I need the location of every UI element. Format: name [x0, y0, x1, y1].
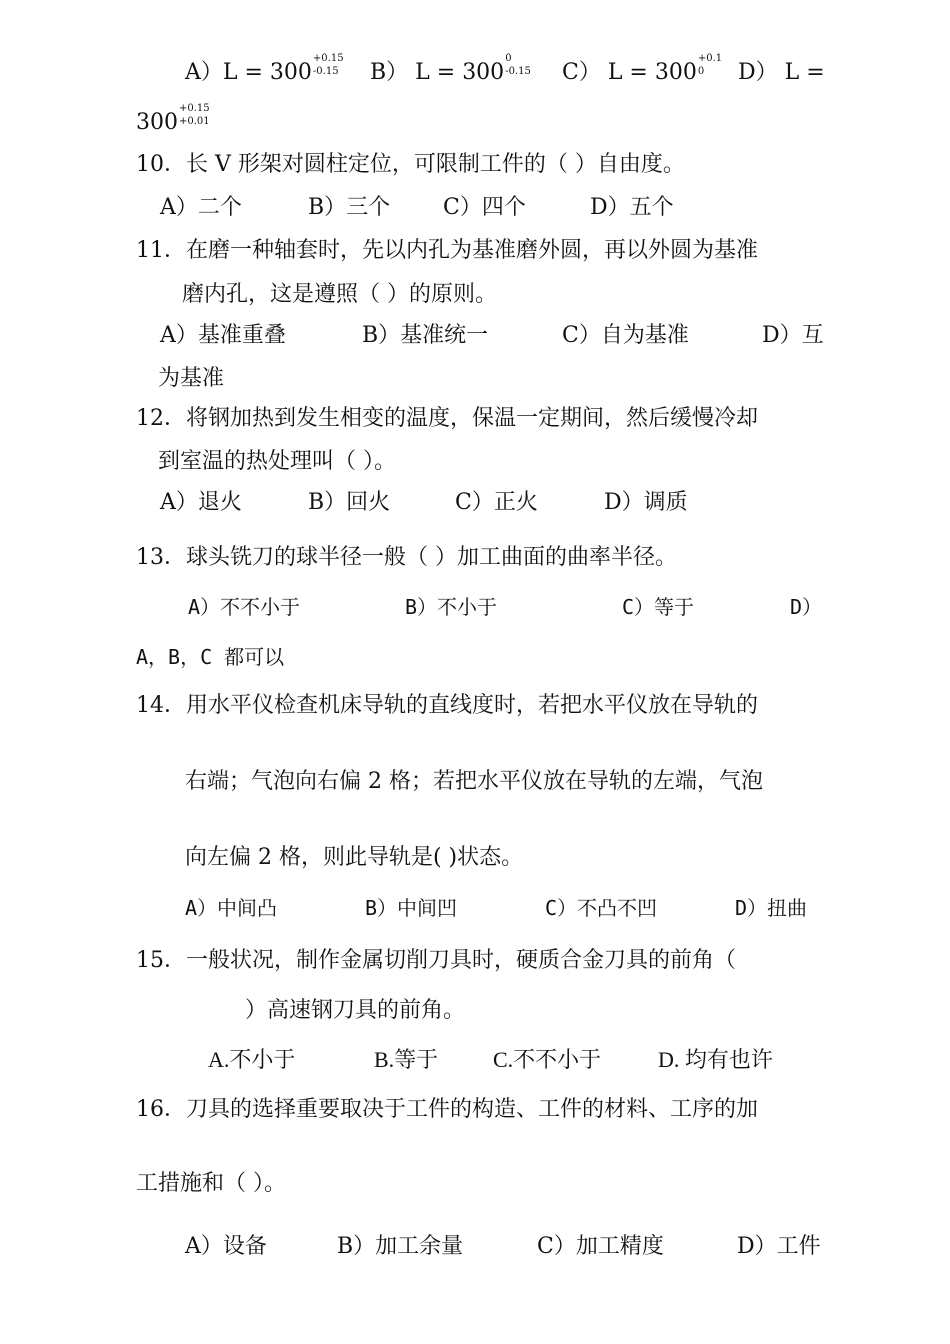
q16-option-a: A）设备	[185, 1234, 267, 1259]
q10-option-a: A）二个	[160, 195, 242, 220]
q10-option-d: D）五个	[590, 195, 674, 220]
q15-option-c: C.不不小于	[493, 1047, 602, 1072]
q9-option-d-tolerance: +0.15 +0.01	[179, 103, 210, 127]
q9-option-c	[562, 53, 731, 85]
q13-option-d-continuation: A，B，C 都可以	[136, 645, 285, 669]
q14-stem-line2: 右端；气泡向右偏 2 格；若把水平仪放在导轨的左端，气泡	[185, 769, 763, 794]
q16-stem-line2: 工措施和（ ）。	[136, 1171, 286, 1196]
q10-stem: 10．长 V 形架对圆柱定位，可限制工件的（ ）自由度。	[136, 152, 685, 177]
q9-option-a-tolerance: +0.15 -0.15	[312, 53, 344, 77]
q11-option-b: B）基准统一	[362, 323, 489, 348]
q11-option-c: C）自为基准	[562, 323, 689, 348]
q12-option-d: D）调质	[604, 490, 688, 515]
q14-option-c: C）不凸不凹	[545, 896, 658, 920]
q13-stem: 13．球头铣刀的球半径一般（ ）加工曲面的曲率半径。	[136, 545, 677, 570]
q11-option-a: A）基准重叠	[160, 323, 286, 348]
q14-stem-line3: 向左偏 2 格，则此导轨是( )状态。	[185, 845, 524, 870]
q15-stem-line1: 15．一般状况，制作金属切削刀具时，硬质合金刀具的前角（	[136, 948, 736, 973]
q16-option-b: B）加工余量	[337, 1234, 464, 1259]
q12-stem-line2: 到室温的热处理叫（ ）。	[158, 449, 396, 474]
q13-option-c: C）等于	[622, 595, 695, 619]
q12-option-c: C）正火	[455, 490, 538, 515]
q11-stem-line1: 11．在磨一种轴套时，先以内孔为基准磨外圆，再以外圆为基准	[136, 238, 758, 263]
q9-option-b	[370, 53, 538, 85]
q9-option-c-label: C） L = 300	[562, 60, 697, 85]
q16-stem-line1: 16．刀具的选择重要取决于工件的构造、工件的材料、工序的加	[136, 1097, 758, 1122]
q12-option-b: B）回火	[308, 490, 391, 515]
q9-option-b-label: B） L = 300	[370, 60, 505, 85]
q16-option-d: D）工件	[737, 1234, 821, 1259]
q11-option-d-continuation: 为基准	[158, 366, 225, 391]
q9-option-b-tolerance: 0 -0.15	[505, 53, 531, 77]
q9-option-a-label: A）L = 300	[185, 60, 312, 85]
q14-stem-line1: 14．用水平仪检查机床导轨的直线度时，若把水平仪放在导轨的	[136, 693, 758, 718]
q12-stem-line1: 12．将钢加热到发生相变的温度，保温一定期间，然后缓慢冷却	[136, 406, 758, 431]
q14-option-d: D）扭曲	[735, 896, 808, 920]
q13-option-d: D）	[790, 595, 823, 619]
q14-option-b: B）中间凹	[365, 896, 458, 920]
q10-option-c: C）四个	[443, 195, 526, 220]
q14-option-a: A）中间凸	[185, 896, 278, 920]
q16-option-c: C）加工精度	[537, 1234, 664, 1259]
q10-option-b: B）三个	[308, 195, 391, 220]
q15-stem-line2: ）高速钢刀具的前角。	[245, 998, 466, 1023]
q9-option-d-continuation	[136, 103, 212, 135]
q15-option-d: D. 均有也许	[658, 1047, 773, 1072]
q11-stem-line2: 磨内孔，这是遵照（ ）的原则。	[182, 282, 497, 307]
q12-option-a: A）退火	[160, 490, 242, 515]
q9-option-c-tolerance: +0.1 0	[697, 53, 723, 77]
q13-option-a: A）不不小于	[188, 595, 301, 619]
q9-option-d-value: 300	[136, 110, 178, 135]
q9-option-a	[185, 53, 346, 85]
q15-option-b: B.等于	[374, 1047, 439, 1072]
q13-option-b: B）不小于	[405, 595, 498, 619]
q11-option-d: D）互	[762, 323, 824, 348]
q15-option-a: A.不小于	[208, 1047, 296, 1072]
q9-option-d-label: D） L =	[738, 60, 825, 85]
q9-option-d	[738, 62, 825, 84]
